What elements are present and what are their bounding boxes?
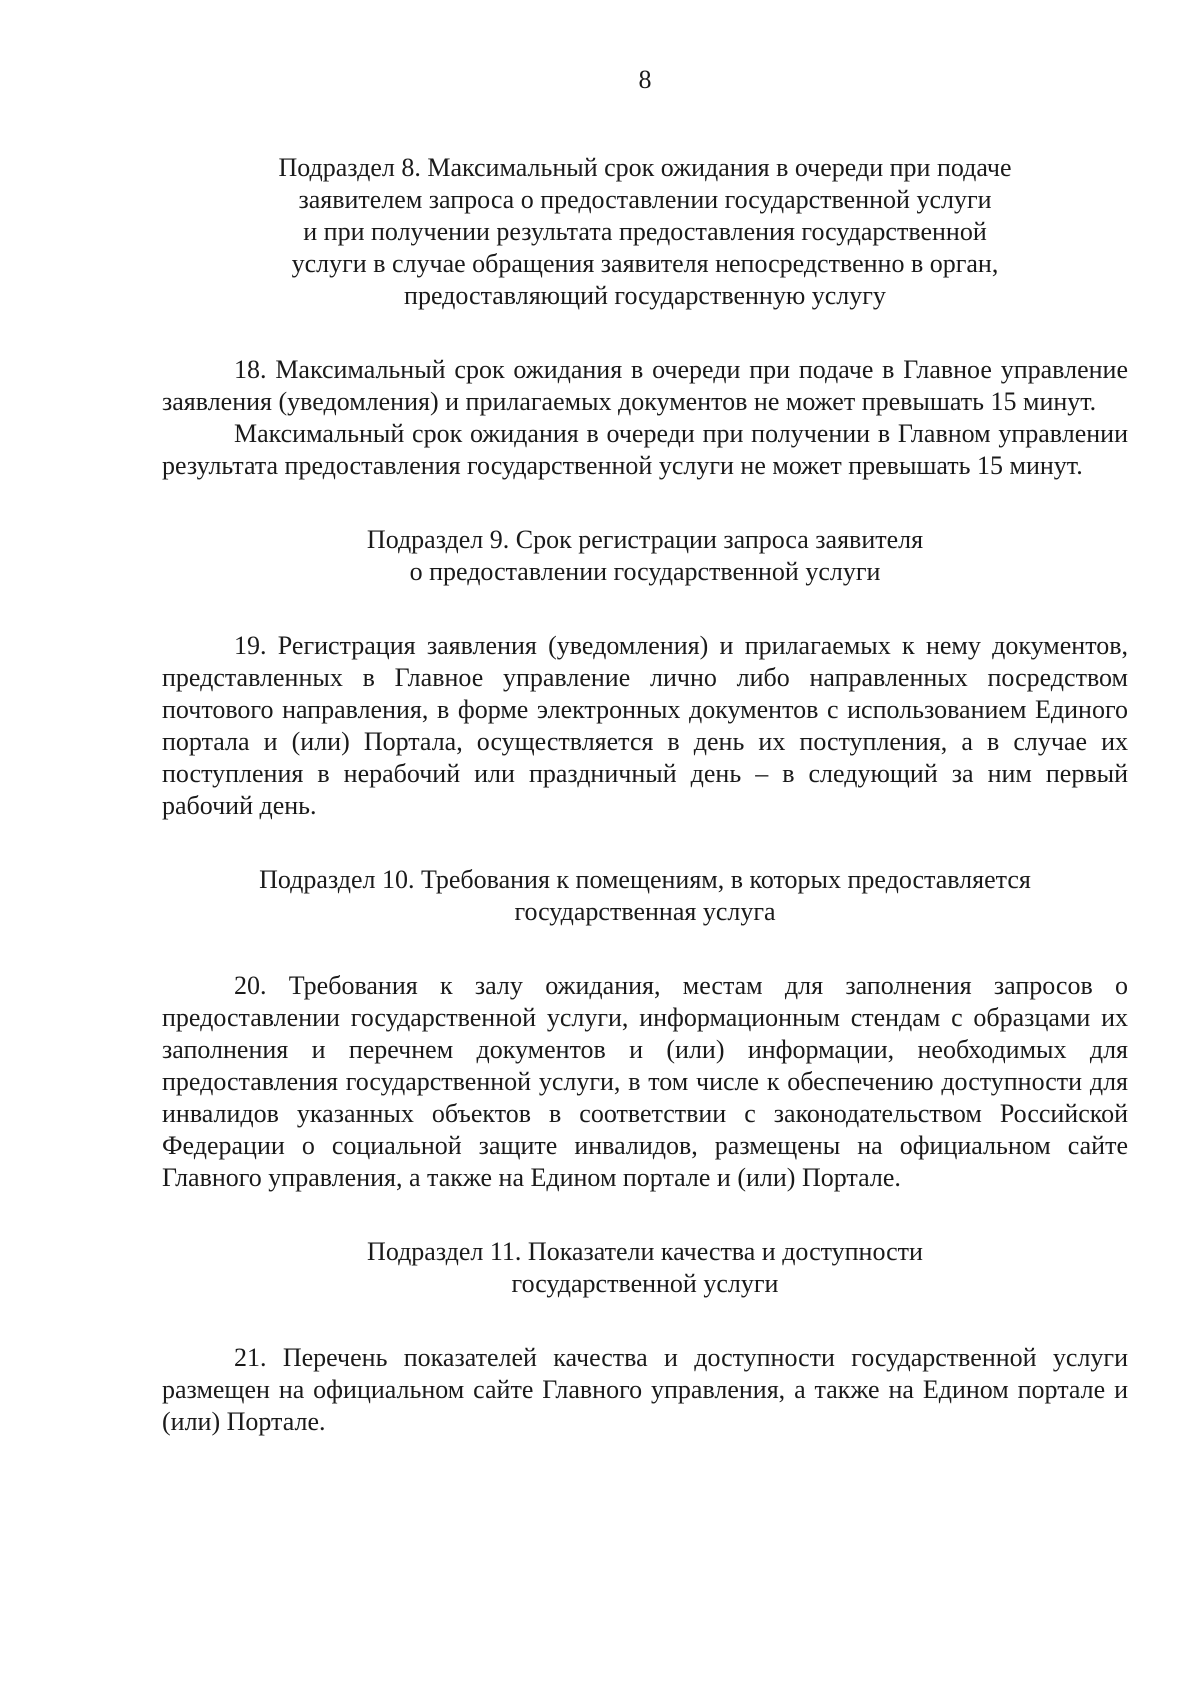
subsection-10-heading xyxy=(162,864,1128,928)
heading-line: о предоставлении государственной услуги xyxy=(409,557,881,586)
subsection-11-heading xyxy=(162,1236,1128,1300)
heading-line: предоставляющий государственную услугу xyxy=(404,281,886,310)
document-body xyxy=(162,152,1128,1438)
heading-line: государственной услуги xyxy=(511,1269,779,1298)
heading-line: заявителем запроса о предоставлении государственной услуги xyxy=(298,185,992,214)
paragraph-20: 20. Требования к залу ожидания, местам для заполнения запросов о предоставлении государственной услуги, информационным стендам с образцами их заполнения и перечнем документов и (или) информации, необходимых для предоставления государственной услуги, в том числе к обеспечению доступности для инвалидов указанных объектов в соответствии с законодательством Российской Федерации о социальной защите инвалидов, размещены на официальном сайте Главного управления, а также на Едином портале и (или) Портале. xyxy=(162,971,1128,1192)
heading-line: Подраздел 9. Срок регистрации запроса заявителя xyxy=(366,525,924,554)
heading-line: государственная услуга xyxy=(514,897,776,926)
paragraph-19: 19. Регистрация заявления (уведомления) и прилагаемых к нему документов, представленных в Главное управление лично либо направленных посредством почтового направления, в форме электронных документов с использованием Единого портала и (или) Портала, осуществляется в день их поступления, а в случае их поступления в нерабочий или праздничный день – в следующий за ним первый рабочий день. xyxy=(162,631,1128,820)
subsection-8-heading xyxy=(162,152,1128,312)
subsection-9-heading xyxy=(162,524,1128,588)
heading-line: Подраздел 11. Показатели качества и доступности xyxy=(367,1237,923,1266)
paragraph-21: 21. Перечень показателей качества и доступности государственной услуги размещен на официальном сайте Главного управления, а также на Едином портале и (или) Портале. xyxy=(162,1343,1128,1436)
paragraph-18-continued: Максимальный срок ожидания в очереди при получении в Главном управлении результата предоставления государственной услуги не может превышать 15 минут. xyxy=(162,419,1128,480)
heading-line: Подраздел 8. Максимальный срок ожидания в очереди при подаче xyxy=(278,153,1012,182)
heading-line: Подраздел 10. Требования к помещениям, в которых предоставляется xyxy=(259,865,1031,894)
heading-line: и при получении результата предоставления государственной xyxy=(303,217,987,246)
paragraph-18: 18. Максимальный срок ожидания в очереди при подаче в Главное управление заявления (уведомления) и прилагаемых документов не может превышать 15 минут. xyxy=(162,355,1128,416)
heading-line: услуги в случае обращения заявителя непосредственно в орган, xyxy=(291,249,999,278)
page-number: 8 xyxy=(638,65,652,94)
